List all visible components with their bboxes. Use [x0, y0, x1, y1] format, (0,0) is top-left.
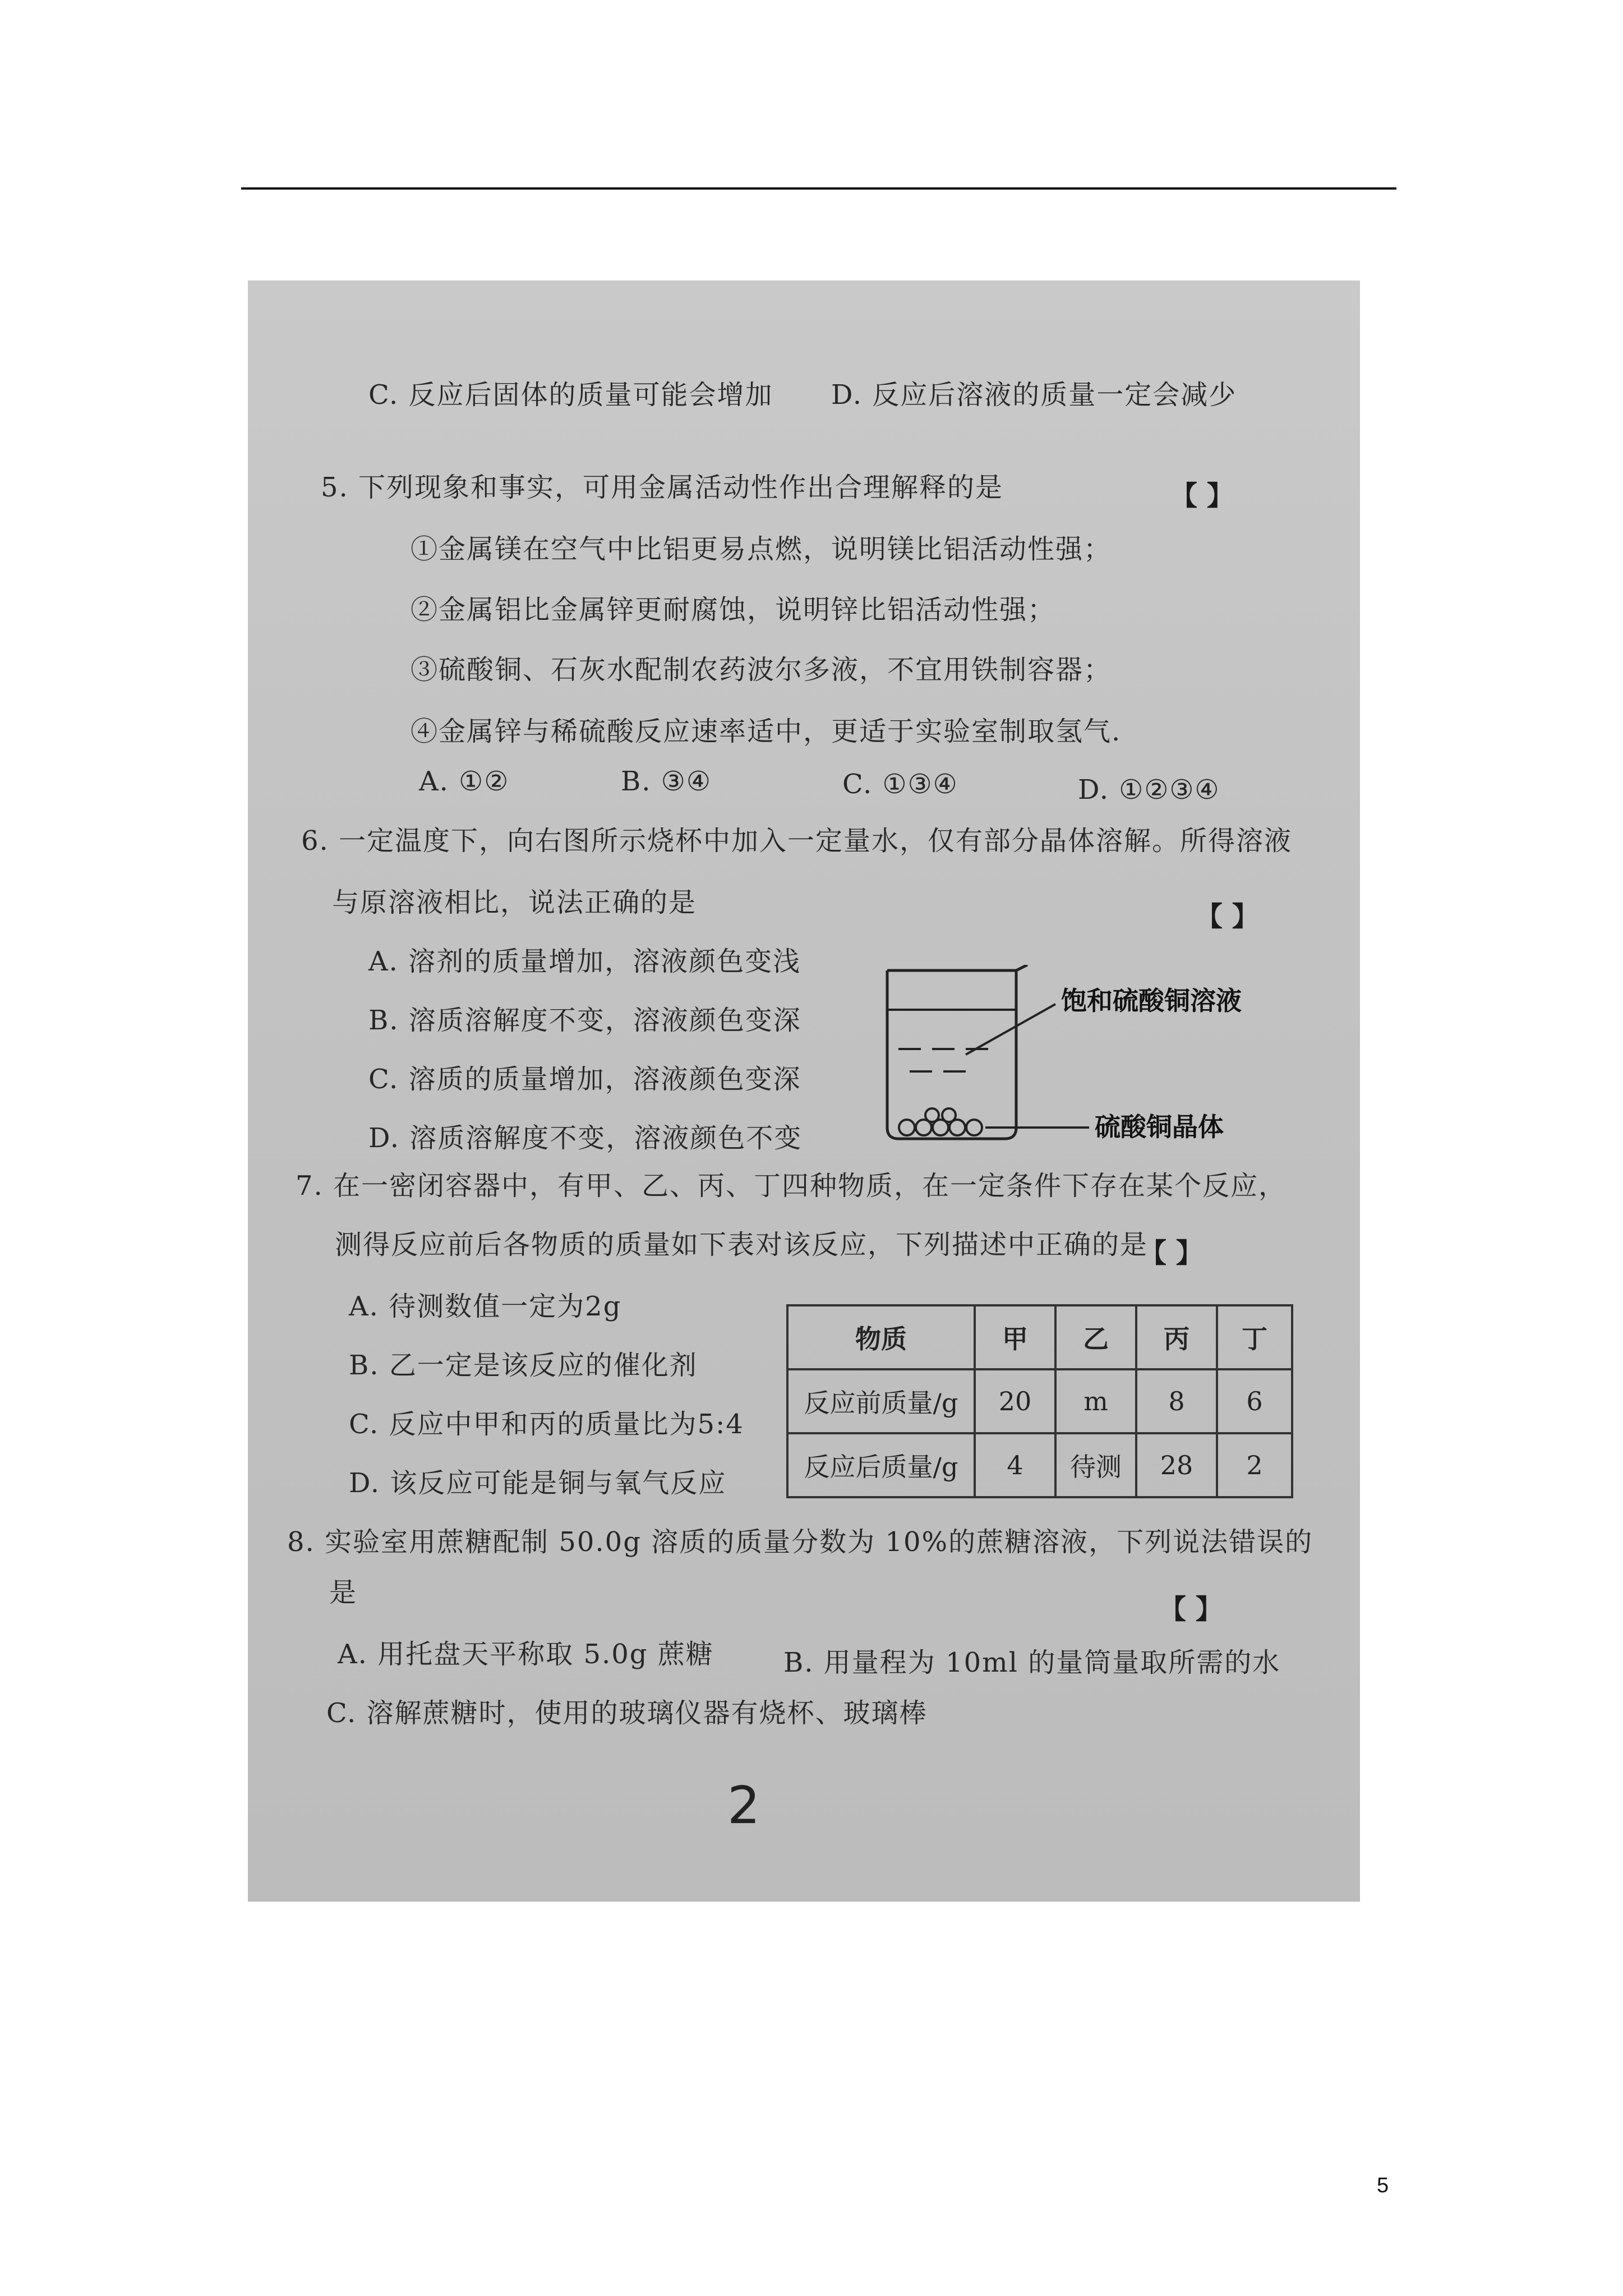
table-cell: 6	[1217, 1369, 1292, 1433]
q8-answer-bracket: 【 】	[1159, 1594, 1223, 1625]
q5-statement-2: ②金属铝比金属锌更耐腐蚀，说明锌比铝活动性强；	[411, 594, 1056, 625]
q5-statement-3: ③硫酸铜、石灰水配制农药波尔多液，不宜用铁制容器；	[411, 654, 1112, 685]
q8-stem-cont: 是	[329, 1577, 358, 1608]
q8-option-c: C. 溶解蔗糖时，使用的玻璃仪器有烧杯、玻璃棒	[326, 1697, 928, 1729]
q4-option-d: D. 反应后溶液的质量一定会减少	[831, 379, 1237, 411]
q7-option-d: D. 该反应可能是铜与氧气反应	[349, 1467, 727, 1499]
sheet-number: 2	[727, 1775, 760, 1835]
table-cell: m	[1055, 1369, 1136, 1433]
q6-option-c: C. 溶质的质量增加，溶液颜色变深	[368, 1064, 801, 1095]
q7-option-a: A. 待测数值一定为2g	[349, 1291, 622, 1322]
table-cell: 反应后质量/g	[787, 1433, 975, 1497]
q6-stem-cont: 与原溶液相比，说法正确的是	[332, 887, 697, 918]
table-header-cell: 乙	[1055, 1305, 1136, 1369]
table-header-cell: 丙	[1136, 1305, 1217, 1369]
q7-option-c: C. 反应中甲和丙的质量比为5:4	[349, 1409, 744, 1440]
q4-option-c: C. 反应后固体的质量可能会增加	[368, 379, 773, 411]
q8-option-b: B. 用量程为 10ml 的量筒量取所需的水	[783, 1647, 1281, 1678]
q7-stem: 7. 在一密闭容器中，有甲、乙、丙、丁四种物质，在一定条件下存在某个反应，	[296, 1170, 1287, 1202]
q5-option-d: D. ①②③④	[1078, 774, 1220, 806]
q5-option-b: B. ③④	[621, 766, 712, 797]
q6-stem: 6. 一定温度下，向右图所示烧杯中加入一定量水，仅有部分晶体溶解。所得溶液	[301, 825, 1293, 857]
page-number: 5	[1377, 2174, 1389, 2197]
scanned-exam-photo	[248, 280, 1360, 1902]
beaker-label-crystal: 硫酸铜晶体	[1095, 1112, 1224, 1142]
q8-stem: 8. 实验室用蔗糖配制 50.0g 溶质的质量分数为 10%的蔗糖溶液，下列说法错误的	[287, 1526, 1313, 1558]
table-cell: 待测	[1055, 1433, 1136, 1497]
table-header-cell: 丁	[1217, 1305, 1292, 1369]
crystal-shapes	[899, 1108, 982, 1135]
beaker-diagram	[876, 965, 1319, 1150]
table-cell: 反应前质量/g	[787, 1369, 975, 1433]
q8-option-a: A. 用托盘天平称取 5.0g 蔗糖	[338, 1639, 714, 1670]
table-cell: 2	[1217, 1433, 1292, 1497]
q5-statement-4: ④金属锌与稀硫酸反应速率适中，更适于实验室制取氢气.	[411, 716, 1122, 747]
q6-option-d: D. 溶质溶解度不变，溶液颜色不变	[368, 1122, 803, 1154]
q7-option-b: B. 乙一定是该反应的催化剂	[349, 1350, 698, 1381]
beaker-svg	[876, 965, 1319, 1150]
table-cell: 4	[975, 1433, 1055, 1497]
q6-option-b: B. 溶质溶解度不变，溶液颜色变深	[368, 1005, 801, 1036]
q5-statement-1: ①金属镁在空气中比铝更易点燃，说明镁比铝活动性强；	[411, 533, 1112, 565]
q5-option-a: A. ①②	[419, 766, 510, 797]
table-cell: 28	[1136, 1433, 1217, 1497]
table-cell: 8	[1136, 1369, 1217, 1433]
header-rule	[241, 187, 1396, 190]
q5-option-c: C. ①③④	[842, 769, 958, 800]
table-cell: 20	[975, 1369, 1055, 1433]
q5-answer-bracket: 【 】	[1170, 480, 1234, 512]
table-row	[787, 1369, 1292, 1433]
table-row	[787, 1433, 1292, 1497]
q7-answer-bracket: 【 】	[1140, 1237, 1203, 1269]
table-header-row	[787, 1305, 1292, 1369]
q7-stem-cont: 测得反应前后各物质的质量如下表对该反应，下列描述中正确的是	[335, 1229, 1149, 1260]
q5-stem: 5. 下列现象和事实，可用金属活动性作出合理解释的是	[321, 472, 1004, 503]
table-header-cell: 物质	[787, 1305, 975, 1369]
beaker-label-solution: 饱和硫酸铜溶液	[1061, 986, 1242, 1016]
q6-answer-bracket: 【 】	[1196, 901, 1259, 932]
reaction-mass-table	[786, 1304, 1293, 1498]
q6-option-a: A. 溶剂的质量增加，溶液颜色变浅	[368, 946, 801, 977]
table-header-cell: 甲	[975, 1305, 1055, 1369]
